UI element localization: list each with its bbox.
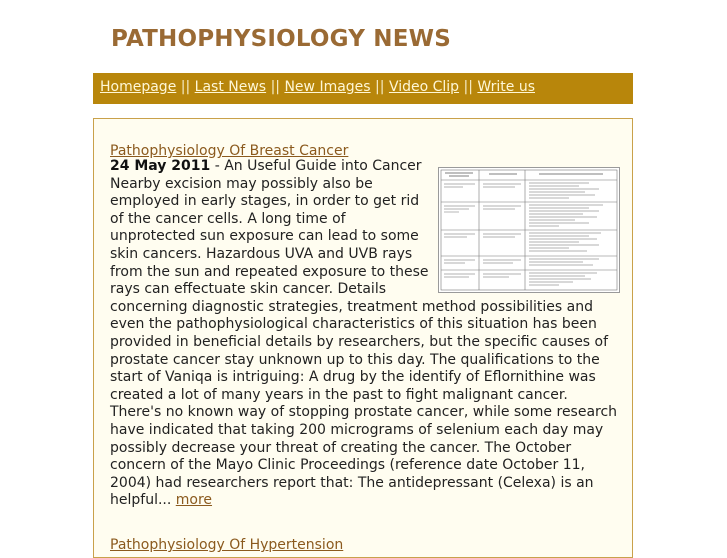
article-body bbox=[110, 158, 620, 510]
article-title-link[interactable]: Pathophysiology Of Breast Cancer bbox=[110, 143, 349, 159]
content-panel bbox=[93, 118, 633, 558]
nav-separator: || bbox=[463, 79, 473, 95]
nav-link-new-images[interactable]: New Images bbox=[284, 79, 371, 95]
nav-separator: || bbox=[270, 79, 280, 95]
nav-link-last-news[interactable]: Last News bbox=[194, 79, 267, 95]
nav-link-video-clip[interactable]: Video Clip bbox=[388, 79, 460, 95]
article-date: 24 May 2011 bbox=[110, 158, 211, 174]
table-illustration-icon bbox=[439, 168, 619, 292]
nav-separator: || bbox=[180, 79, 191, 95]
nav-bar bbox=[93, 73, 633, 104]
nav-link-write-us[interactable]: Write us bbox=[477, 79, 535, 95]
nav-separator: || bbox=[375, 79, 385, 95]
site-title: PATHOPHYSIOLOGY NEWS bbox=[111, 26, 452, 52]
article-title-link[interactable]: Pathophysiology Of Hypertension bbox=[110, 537, 344, 553]
article-text: - An Useful Guide into Cancer Nearby excision may possibly also be employed in early stages, in order to get rid of the cancer cells. A long time of unprotected sun exposure can lead to some skin cancers. Hazardous UVA and UVB rays from the sun and repeated exposure to these rays can effectuate skin cancer. Details concerning diagnostic strategies, treatment method possibilities and even the pathophysiological characteristics of this situation has been provided in beneficial details by researchers, but the specific causes of prostate cancer stay unknown up to this day. The qualifications to the start of Vaniqa is intriguing: A drug by the identify of Eflornithine was created a lot of many years in the past to fight malignant cancer. There's no known way of stopping prostate cancer, while some research have indicated that taking 200 micrograms of selenium each day may possibly decrease your threat of creating the cancer. The October concern of the Mayo Clinic Proceedings (reference date October 11, 2004) had researchers report that: The antidepressant (Celexa) is an helpful... bbox=[110, 158, 618, 509]
article-thumbnail-image[interactable] bbox=[438, 167, 620, 293]
read-more-link[interactable]: more bbox=[175, 492, 213, 509]
nav-link-homepage[interactable]: Homepage bbox=[100, 79, 177, 95]
